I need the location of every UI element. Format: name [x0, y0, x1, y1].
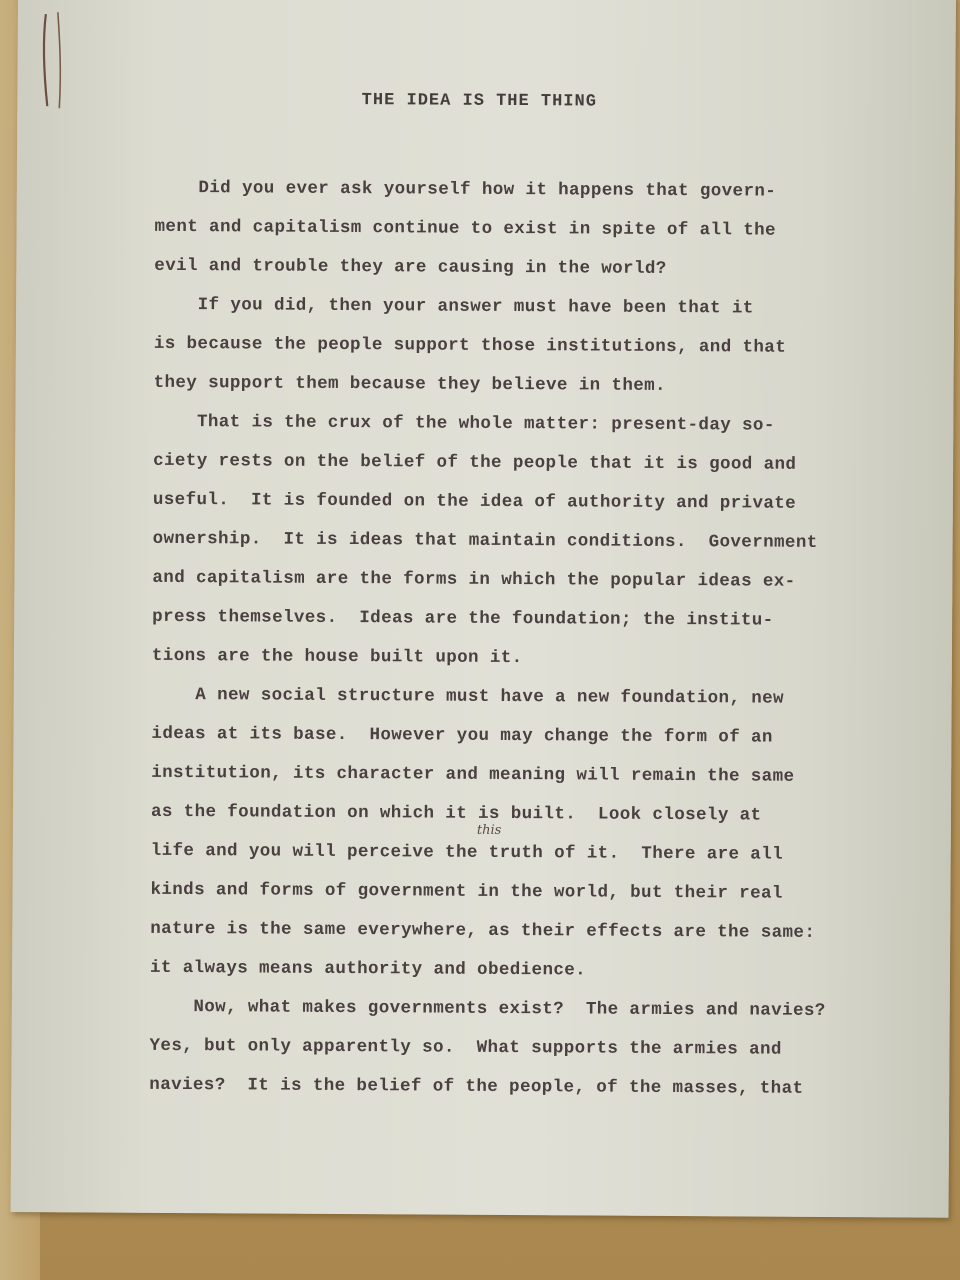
- text-line: ideas at its base. However you may change the form of an: [151, 723, 773, 748]
- text-line: ownership. It is ideas that maintain conditions. Government: [152, 528, 818, 553]
- page-title: THE IDEA IS THE THING: [361, 91, 598, 112]
- text-line: institution, its character and meaning will remain the same: [151, 762, 795, 787]
- text-line: Now, what makes governments exist? The armies and navies?: [149, 996, 826, 1021]
- text-line: useful. It is founded on the idea of authority and private: [152, 489, 797, 514]
- typed-body: [149, 169, 895, 1110]
- typewritten-page: [11, 0, 956, 1218]
- text-line: as the foundation on which it is built. Look closely at: [150, 801, 762, 826]
- text-line: A new social structure must have a new foundation, new: [151, 684, 785, 709]
- text-line: is because the people support those institutions, and that: [153, 333, 787, 358]
- text-line: kinds and forms of government in the world, but their real: [150, 879, 783, 904]
- text-line: and capitalism are the forms in which the popular ideas ex-: [152, 567, 796, 592]
- handwritten-correction: this: [476, 822, 502, 838]
- text-line: navies? It is the belief of the people, of the masses, that: [149, 1074, 804, 1099]
- text-line: they support them because they believe in them.: [153, 372, 667, 396]
- text-line: If you did, then your answer must have been that it: [154, 294, 754, 319]
- text-line: nature is the same everywhere, as their effects are the same:: [150, 918, 816, 943]
- text-line: evil and trouble they are causing in the world?: [154, 255, 667, 279]
- text-line: That is the crux of the whole matter: present-day so-: [153, 411, 775, 436]
- text-line: life and you will perceive the truth of it. There are all: [150, 840, 784, 865]
- text-line: ment and capitalism continue to exist in spite of all the: [154, 216, 777, 241]
- text-line: tions are the house built upon it.: [151, 645, 523, 669]
- text-line: Yes, but only apparently so. What supports the armies and: [149, 1035, 782, 1060]
- text-line: Did you ever ask yourself how it happens that govern-: [154, 177, 777, 202]
- text-line: ciety rests on the belief of the people that it is good and: [153, 450, 797, 475]
- text-line: it always means authority and obedience.: [149, 957, 587, 981]
- text-line: press themselves. Ideas are the foundation; the institu-: [152, 606, 774, 631]
